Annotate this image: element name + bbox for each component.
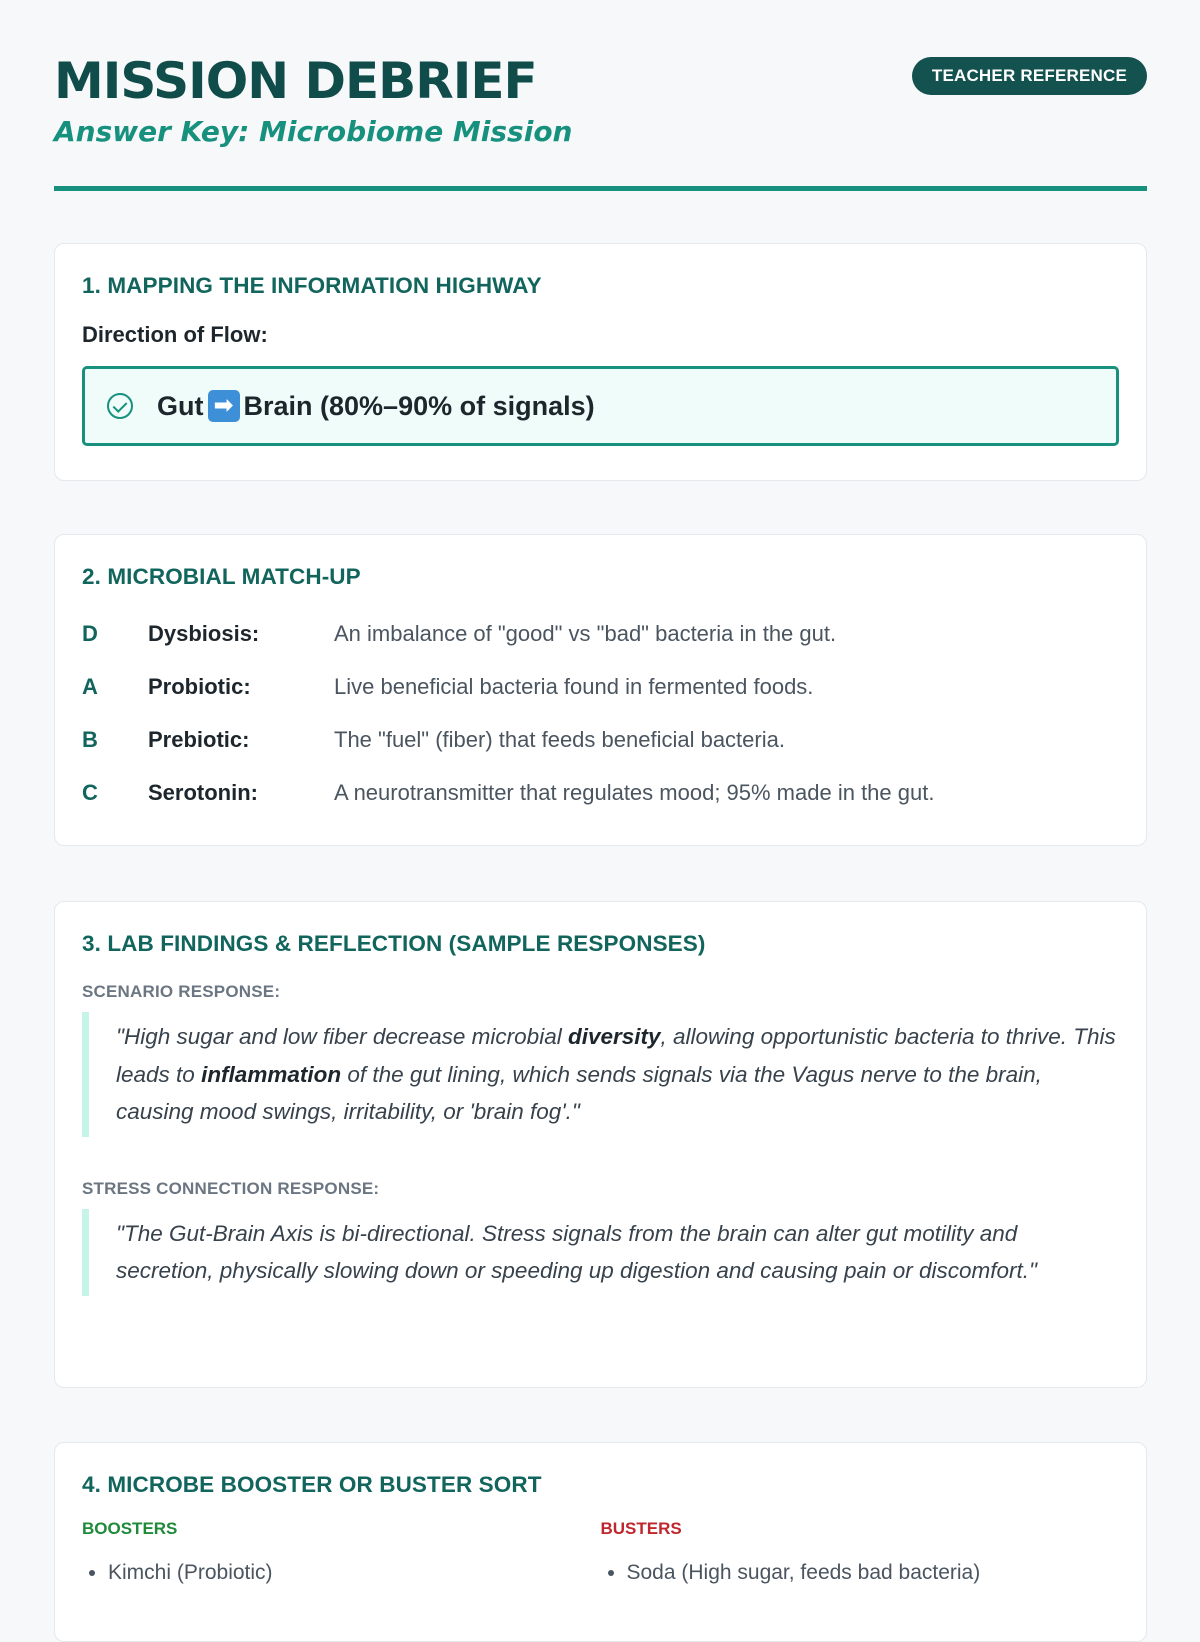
header-divider bbox=[54, 186, 1147, 191]
section-lab-findings bbox=[54, 901, 1147, 1388]
section-heading: 3. LAB FINDINGS & REFLECTION (SAMPLE RESPONSES) bbox=[82, 931, 706, 956]
boosters-list bbox=[82, 1553, 601, 1592]
section-microbial-matchup bbox=[54, 534, 1147, 846]
busters-list bbox=[601, 1553, 1120, 1592]
match-term: Dysbiosis: bbox=[148, 620, 260, 646]
page-title: MISSION DEBRIEF bbox=[54, 52, 537, 110]
matchup-row bbox=[82, 766, 1119, 819]
busters-heading: BUSTERS bbox=[600, 1519, 682, 1538]
right-arrow-icon: ➡ bbox=[208, 390, 240, 422]
match-letter: D bbox=[82, 620, 98, 646]
match-letter: B bbox=[82, 726, 98, 752]
quote-text: of the gut lining, which sends signals via the Vagus nerve to the brain, causing mood swings, irritability, or 'brain fog'." bbox=[116, 1061, 1042, 1124]
page-subtitle: Answer Key: Microbiome Mission bbox=[54, 115, 573, 148]
quote-emphasis: inflammation bbox=[201, 1061, 342, 1087]
scenario-quote bbox=[82, 1012, 1119, 1137]
match-definition: Live beneficial bacteria found in fermented foods. bbox=[334, 673, 814, 699]
match-letter: C bbox=[82, 779, 98, 805]
list-item: • Kimchi (Probiotic) bbox=[108, 1553, 601, 1592]
match-letter: A bbox=[82, 673, 98, 699]
section-heading: 4. MICROBE BOOSTER OR BUSTER SORT bbox=[82, 1472, 542, 1497]
match-definition: A neurotransmitter that regulates mood; 95% made in the gut. bbox=[334, 779, 935, 805]
section-heading: 2. MICROBIAL MATCH-UP bbox=[82, 564, 361, 589]
teacher-reference-badge: TEACHER REFERENCE bbox=[912, 57, 1147, 95]
match-term: Prebiotic: bbox=[148, 726, 250, 752]
boosters-column bbox=[82, 1519, 601, 1592]
check-circle-icon bbox=[107, 393, 133, 419]
match-definition: The "fuel" (fiber) that feeds beneficial bacteria. bbox=[334, 726, 785, 752]
flow-answer-box bbox=[82, 366, 1119, 446]
quote-text: , allowing opportunistic bacteria to thrive. This leads to bbox=[116, 1024, 1116, 1087]
section-heading: 1. MAPPING THE INFORMATION HIGHWAY bbox=[82, 273, 542, 298]
matchup-row bbox=[82, 713, 1119, 766]
flow-from: Gut bbox=[157, 390, 204, 421]
busters-column bbox=[601, 1519, 1120, 1592]
flow-answer bbox=[157, 390, 595, 422]
quote-text: "High sugar and low fiber decrease microbial bbox=[116, 1024, 568, 1049]
section-information-highway bbox=[54, 243, 1147, 481]
matchup-row bbox=[82, 607, 1119, 660]
sort-columns bbox=[82, 1519, 1119, 1592]
match-term: Serotonin: bbox=[148, 779, 258, 805]
boosters-heading: BOOSTERS bbox=[82, 1519, 178, 1538]
list-item: • Soda (High sugar, feeds bad bacteria) bbox=[627, 1553, 1120, 1592]
matchup-list bbox=[82, 607, 1119, 819]
flow-label: Direction of Flow: bbox=[82, 322, 268, 347]
matchup-row bbox=[82, 660, 1119, 713]
flow-to: Brain (80%–90% of signals) bbox=[243, 390, 595, 421]
quote-emphasis: diversity bbox=[567, 1024, 661, 1049]
section-booster-buster-sort bbox=[54, 1442, 1147, 1642]
scenario-label: SCENARIO RESPONSE: bbox=[82, 982, 281, 1001]
stress-label: STRESS CONNECTION RESPONSE: bbox=[82, 1178, 380, 1198]
page-header bbox=[54, 50, 1147, 152]
stress-quote: "The Gut-Brain Axis is bi-directional. Stress signals from the brain can alter gut motility and secretion, physically slowing down or speeding up digestion and causing pain or discomfort." bbox=[82, 1209, 1119, 1296]
match-definition: An imbalance of "good" vs "bad" bacteria in the gut. bbox=[334, 620, 837, 646]
match-term: Probiotic: bbox=[148, 673, 251, 699]
